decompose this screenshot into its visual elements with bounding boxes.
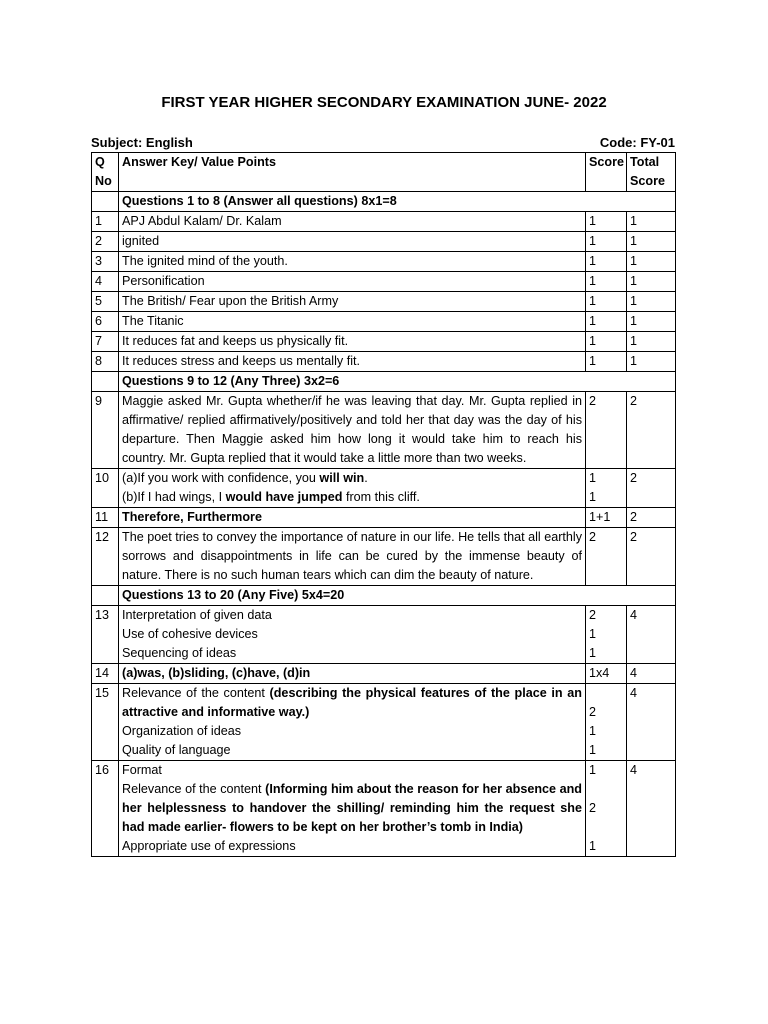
answer-line [122, 780, 582, 837]
table-row [92, 508, 676, 528]
question-number: 16 [92, 761, 119, 857]
total-score-value: 1 [627, 232, 676, 252]
score-value: 1 [586, 312, 627, 332]
answer-text: It reduces fat and keeps us physically fit. [119, 332, 586, 352]
table-row [92, 212, 676, 232]
total-score-value: 1 [627, 292, 676, 312]
total-score-value: 2 [627, 508, 676, 528]
answer-line [122, 469, 582, 488]
question-number: 3 [92, 252, 119, 272]
answer-part-bold: will win [319, 471, 365, 485]
total-score-value: 1 [627, 332, 676, 352]
score-value: 1 [586, 212, 627, 232]
score-value: 2 [586, 392, 627, 469]
answer-text: The poet tries to convey the importance of nature in our life. He tells that all earthly sorrows and disappointments in life can be cured by the immense beauty of nature. There is no such human tears which can dim the beauty of nature. [119, 528, 586, 586]
answer-line: Format [122, 763, 162, 777]
answer-line [122, 684, 582, 722]
answer-part: from this cliff. [342, 490, 420, 504]
score-value: 1 [586, 252, 627, 272]
header-row [92, 153, 676, 192]
section-1-heading: Questions 1 to 8 (Answer all questions) 8x1=8 [119, 192, 676, 212]
answer-text [119, 761, 586, 857]
page-title: FIRST YEAR HIGHER SECONDARY EXAMINATION JUNE- 2022 [161, 94, 607, 111]
total-score-value: 1 [627, 352, 676, 372]
answer-text: (a)was, (b)sliding, (c)have, (d)in [119, 664, 586, 684]
table-row [92, 272, 676, 292]
answer-part: (b)If I had wings, I [122, 490, 226, 504]
answer-text [119, 606, 586, 664]
total-score-value: 4 [627, 606, 676, 664]
table-row [92, 761, 676, 857]
total-score-value: 4 [627, 684, 676, 761]
score-value [586, 684, 627, 761]
score-value: 1 [586, 272, 627, 292]
total-score-value: 2 [627, 528, 676, 586]
table-row [92, 332, 676, 352]
question-number: 15 [92, 684, 119, 761]
code-label: Code: FY-01 [599, 135, 675, 150]
score-value: 1 [586, 292, 627, 312]
answer-line: Organization of ideas [122, 724, 242, 738]
answer-part: . [364, 471, 368, 485]
header-answer: Answer Key/ Value Points [119, 153, 586, 192]
answer-text: It reduces stress and keeps us mentally fit. [119, 352, 586, 372]
answer-text [119, 684, 586, 761]
answer-part: Relevance of the content [122, 686, 270, 700]
answer-line: Sequencing of ideas [122, 646, 237, 660]
score-value [586, 469, 627, 508]
answer-line: Quality of language [122, 743, 231, 757]
section-row [92, 586, 676, 606]
answer-part: Relevance of the content [122, 782, 266, 796]
total-score-value: 4 [627, 664, 676, 684]
question-number: 7 [92, 332, 119, 352]
question-number: 4 [92, 272, 119, 292]
question-number: 11 [92, 508, 119, 528]
score-line: 1 [589, 763, 597, 777]
answer-line: Interpretation of given data [122, 608, 272, 622]
answer-part-bold: (describing the physical features of the place in an attractive and informative way.) [122, 686, 582, 719]
answer-text: ignited [119, 232, 586, 252]
table-row [92, 352, 676, 372]
table-row [92, 528, 676, 586]
total-score-value: 1 [627, 272, 676, 292]
total-score-value: 1 [627, 212, 676, 232]
question-number: 12 [92, 528, 119, 586]
answer-text: APJ Abdul Kalam/ Dr. Kalam [119, 212, 586, 232]
answer-line [122, 488, 582, 507]
score-line: 1 [589, 490, 597, 504]
answer-part: (a)If you work with confidence, you [122, 471, 320, 485]
answer-part-bold: would have jumped [225, 490, 343, 504]
score-value: 1+1 [586, 508, 627, 528]
answer-text: Personification [119, 272, 586, 292]
score-value: 2 [586, 528, 627, 586]
total-score-value: 2 [627, 392, 676, 469]
question-number: 10 [92, 469, 119, 508]
answer-line: Use of cohesive devices [122, 627, 258, 641]
question-number: 1 [92, 212, 119, 232]
question-number: 9 [92, 392, 119, 469]
table-row [92, 292, 676, 312]
score-line: 1 [589, 743, 597, 757]
score-line: 2 [589, 801, 597, 815]
table-row [92, 232, 676, 252]
subject-label: Subject: English [91, 135, 193, 150]
header-score: Score [586, 153, 627, 192]
question-number: 8 [92, 352, 119, 372]
score-line: 1 [589, 471, 597, 485]
question-number: 5 [92, 292, 119, 312]
total-score-value: 4 [627, 761, 676, 857]
answer-text: The British/ Fear upon the British Army [119, 292, 586, 312]
score-line: 1 [589, 724, 597, 738]
answer-line: Appropriate use of expressions [122, 839, 296, 853]
score-value [586, 606, 627, 664]
score-line: 1 [589, 646, 597, 660]
table-row [92, 606, 676, 664]
score-value: 1 [586, 352, 627, 372]
score-line: 1 [589, 627, 597, 641]
header-total: Total Score [627, 153, 676, 192]
table-row [92, 684, 676, 761]
answer-text: Therefore, Furthermore [119, 508, 586, 528]
total-score-value: 1 [627, 312, 676, 332]
table-row [92, 252, 676, 272]
exam-meta [91, 135, 675, 150]
score-value: 1 [586, 232, 627, 252]
score-line: 2 [589, 608, 597, 622]
table-row [92, 664, 676, 684]
score-line: 2 [589, 705, 597, 719]
table-row [92, 312, 676, 332]
answer-text: The Titanic [119, 312, 586, 332]
score-value: 1 [586, 332, 627, 352]
answer-text: The ignited mind of the youth. [119, 252, 586, 272]
answer-text: Maggie asked Mr. Gupta whether/if he was leaving that day. Mr. Gupta replied in affirmative/ replied affirmatively/positively and told her that day was the day of his departure. Then Maggie asked him how long it would take him to reach his country. Mr. Gupta replied that it would take a little more than two weeks. [119, 392, 586, 469]
score-value: 1x4 [586, 664, 627, 684]
section-3-heading: Questions 13 to 20 (Any Five) 5x4=20 [119, 586, 676, 606]
section-row [92, 372, 676, 392]
answer-text [119, 469, 586, 508]
answer-part-bold: (Informing him about the reason for her absence and her helplessness to handover the shilling/ reminding him the request she had made earlier- flowers to be kept on her brother’s tomb in India) [122, 782, 582, 834]
answer-key-table [91, 152, 676, 857]
section-2-heading: Questions 9 to 12 (Any Three) 3x2=6 [119, 372, 676, 392]
table-row [92, 469, 676, 508]
total-score-value: 1 [627, 252, 676, 272]
table-row [92, 392, 676, 469]
score-line: 1 [589, 839, 597, 853]
question-number: 6 [92, 312, 119, 332]
score-value [586, 761, 627, 857]
question-number: 14 [92, 664, 119, 684]
header-qno: Q No [92, 153, 119, 192]
total-score-value: 2 [627, 469, 676, 508]
question-number: 2 [92, 232, 119, 252]
section-row [92, 192, 676, 212]
question-number: 13 [92, 606, 119, 664]
